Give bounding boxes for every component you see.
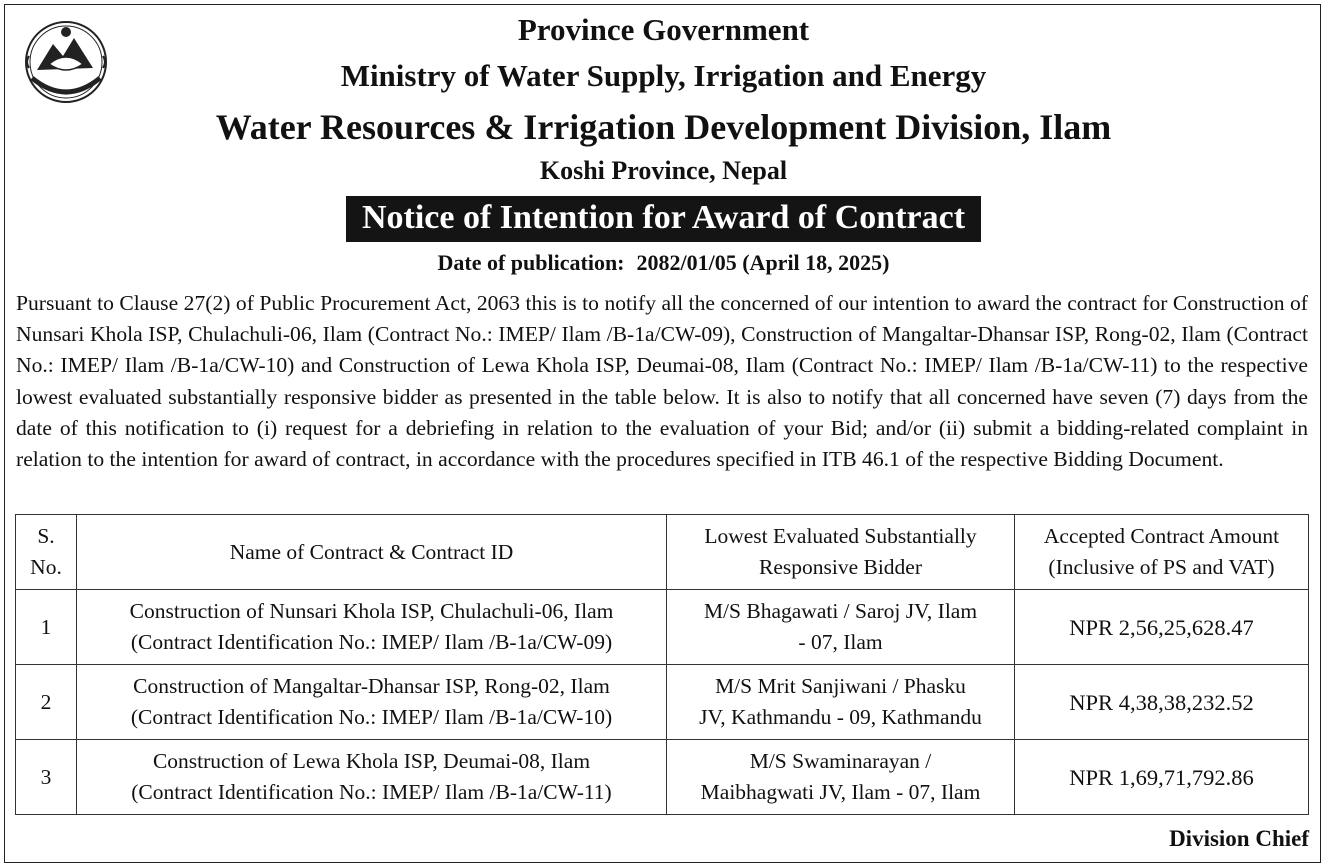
row-contract-name [77,740,667,815]
publication-date-value: 2082/01/05 (April 18, 2025) [636,250,890,275]
header-sn-line1: S. [37,524,55,548]
row-sn: 2 [16,665,77,740]
contract-id: (Contract Identification No.: IMEP/ Ilam /B-1a/CW-10) [130,705,613,729]
contract-id: (Contract Identification No.: IMEP/ Ilam /B-1a/CW-11) [131,780,612,804]
row-amount: NPR 2,56,25,628.47 [1015,590,1309,665]
bidder-line1: M/S Swaminarayan / [749,749,932,773]
bidder-line1: M/S Bhagawati / Saroj JV, Ilam [703,599,978,623]
header-sn-line2: No. [30,555,62,579]
row-amount: NPR 1,69,71,792.86 [1015,740,1309,815]
contract-name: Construction of Nunsari Khola ISP, Chulachuli-06, Ilam [129,599,614,623]
header-bidder-line2: Responsive Bidder [758,555,923,579]
row-bidder [667,665,1015,740]
row-sn: 3 [16,740,77,815]
bidder-line2: JV, Kathmandu - 09, Kathmandu [699,705,982,729]
table-row [16,740,1309,815]
table-row [16,590,1309,665]
header-amount-line1: Accepted Contract Amount [1043,524,1280,548]
header-province-government: Province Government [517,12,810,47]
row-contract-name [77,665,667,740]
publication-date [0,250,1327,276]
notice-title: Notice of Intention for Award of Contract [346,196,981,242]
row-contract-name [77,590,667,665]
contract-name: Construction of Lewa Khola ISP, Deumai-08, Ilam [152,749,591,773]
bidder-line2: - 07, Ilam [798,630,883,654]
notice-body-text: Pursuant to Clause 27(2) of Public Procurement Act, 2063 this is to notify all the concerned of our intention to award the contract for Construction of Nunsari Khola ISP, Chulachuli-06, Ilam (Contract No.: IMEP/ Ilam /B-1a/CW-09), Construction of Mangaltar-Dhansar ISP, Rong-02, Ilam (Contract No.: IMEP/ Ilam /B-1a/CW-10) and Construction of Lewa Khola ISP, Deumai-08, Ilam (Contract No.: IMEP/ Ilam /B-1a/CW-11) to the respective lowest evaluated substantially responsive bidder as presented in the table below. It is also to notify that all concerned have seven (7) days from the date of this notification to (i) request for a debriefing in relation to the evaluation of your Bid; and/or (ii) submit a bidding-related complaint in relation to the intention for award of contract, in accordance with the procedures specified in ITB 46.1 of the respective Bidding Document. [16,291,1308,472]
row-sn: 1 [16,590,77,665]
row-amount: NPR 4,38,38,232.52 [1015,665,1309,740]
notice-title-wrapper [0,196,1327,242]
row-bidder [667,740,1015,815]
header-amount-line2: (Inclusive of PS and VAT) [1048,555,1275,579]
header-sn [16,515,77,590]
table-header-row [16,515,1309,590]
header-bidder-line1: Lowest Evaluated Substantially [704,524,977,548]
header-ministry: Ministry of Water Supply, Irrigation and Energy [340,58,987,93]
header-contract-name: Name of Contract & Contract ID [77,515,667,590]
bidder-line2: Maibhagwati JV, Ilam - 07, Ilam [700,780,981,804]
contract-id: (Contract Identification No.: IMEP/ Ilam /B-1a/CW-09) [130,630,613,654]
contract-name: Construction of Mangaltar-Dhansar ISP, Rong-02, Ilam [133,674,610,698]
publication-date-label: Date of publication: [437,250,625,275]
table-row [16,665,1309,740]
header-division: Water Resources & Irrigation Development Division, Ilam [215,107,1112,147]
signoff-division-chief: Division Chief [1169,826,1309,851]
header-bidder [667,515,1015,590]
award-table [15,514,1309,815]
header-location: Koshi Province, Nepal [539,156,788,185]
row-bidder [667,590,1015,665]
header-amount [1015,515,1309,590]
bidder-line1: M/S Mrit Sanjiwani / Phasku [715,674,966,698]
